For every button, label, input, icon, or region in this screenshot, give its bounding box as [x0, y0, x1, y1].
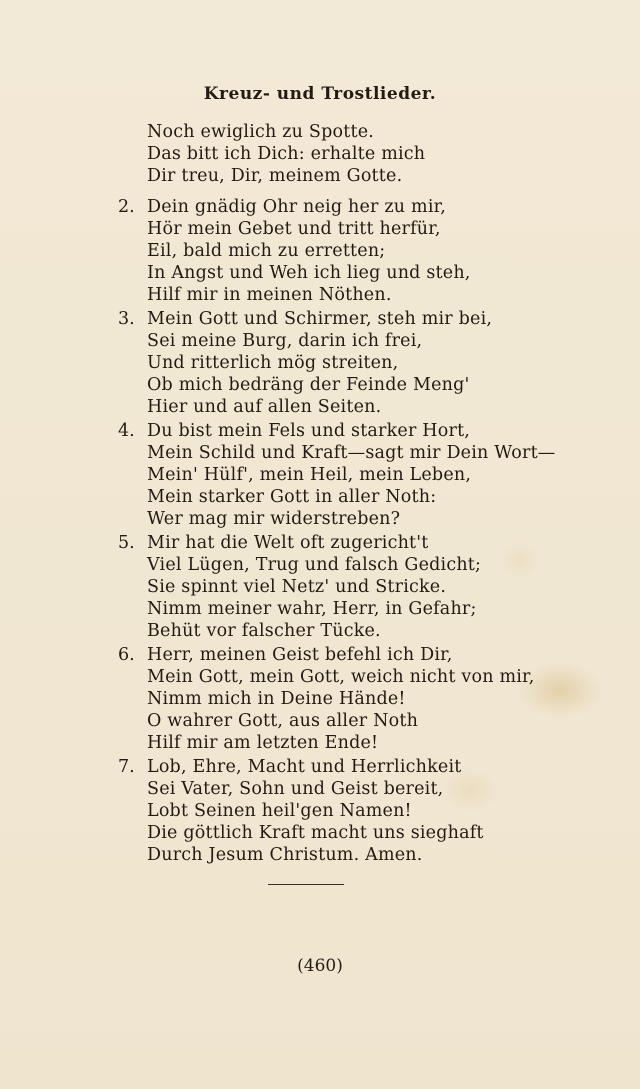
verse-line: Dir treu, Dir, meinem Gotte.: [147, 166, 403, 186]
page-number: (460): [297, 956, 343, 976]
verse-line: Behüt vor falscher Tücke.: [147, 621, 381, 641]
verse-line: Nimm mich in Deine Hände!: [147, 689, 406, 709]
verse-line: Mein Schild und Kraft—sagt mir Dein Wort—: [147, 443, 556, 463]
verse-number: 5.: [118, 533, 135, 553]
verse-number: 6.: [118, 645, 135, 665]
verse-line: Lob, Ehre, Macht und Herrlichkeit: [147, 757, 462, 777]
verse-line: Dein gnädig Ohr neig her zu mir,: [147, 197, 447, 217]
verse-line: Hilf mir am letzten Ende!: [147, 733, 379, 753]
verse-line: Sei Vater, Sohn und Geist bereit,: [147, 779, 444, 799]
verse-line: Eil, bald mich zu erretten;: [147, 241, 386, 261]
verse-line: Nimm meiner wahr, Herr, in Gefahr;: [147, 599, 477, 619]
verse-line: Durch Jesum Christum. Amen.: [147, 845, 423, 865]
verse-line: Mein Gott, mein Gott, weich nicht von mir,: [147, 667, 535, 687]
verse-line: In Angst und Weh ich lieg und steh,: [147, 263, 471, 283]
verse-line: Lobt Seinen heil'gen Namen!: [147, 801, 412, 821]
verse-line: Mir hat die Welt oft zugericht't: [147, 533, 429, 553]
verse-line: Wer mag mir widerstreben?: [147, 509, 401, 529]
section-divider: [268, 884, 344, 885]
verse-line: Hör mein Gebet und tritt herfür,: [147, 219, 441, 239]
verse-line: Sie spinnt viel Netz' und Stricke.: [147, 577, 447, 597]
verse-line: Mein Gott und Schirmer, steh mir bei,: [147, 309, 493, 329]
verse-line: Hier und auf allen Seiten.: [147, 397, 382, 417]
verse-number: 7.: [118, 757, 135, 777]
verse-line: Noch ewiglich zu Spotte.: [147, 122, 375, 142]
verse-number: 2.: [118, 197, 135, 217]
verse-number: 4.: [118, 421, 135, 441]
verse-line: Mein starker Gott in aller Noth:: [147, 487, 437, 507]
verse-line: Sei meine Burg, darin ich frei,: [147, 331, 423, 351]
verse-line: Und ritterlich mög streiten,: [147, 353, 399, 373]
verse-line: Das bitt ich Dich: erhalte mich: [147, 144, 426, 164]
verse-line: Herr, meinen Geist befehl ich Dir,: [147, 645, 453, 665]
verse-number: 3.: [118, 309, 135, 329]
verse-line: Ob mich bedräng der Feinde Meng': [147, 375, 470, 395]
running-head: Kreuz- und Trostlieder.: [203, 84, 437, 104]
verse-line: Hilf mir in meinen Nöthen.: [147, 285, 392, 305]
verse-line: Viel Lügen, Trug und falsch Gedicht;: [147, 555, 482, 575]
verse-line: O wahrer Gott, aus aller Noth: [147, 711, 419, 731]
verse-line: Mein' Hülf', mein Heil, mein Leben,: [147, 465, 472, 485]
verse-line: Die göttlich Kraft macht uns sieghaft: [147, 823, 484, 843]
verse-line: Du bist mein Fels und starker Hort,: [147, 421, 471, 441]
